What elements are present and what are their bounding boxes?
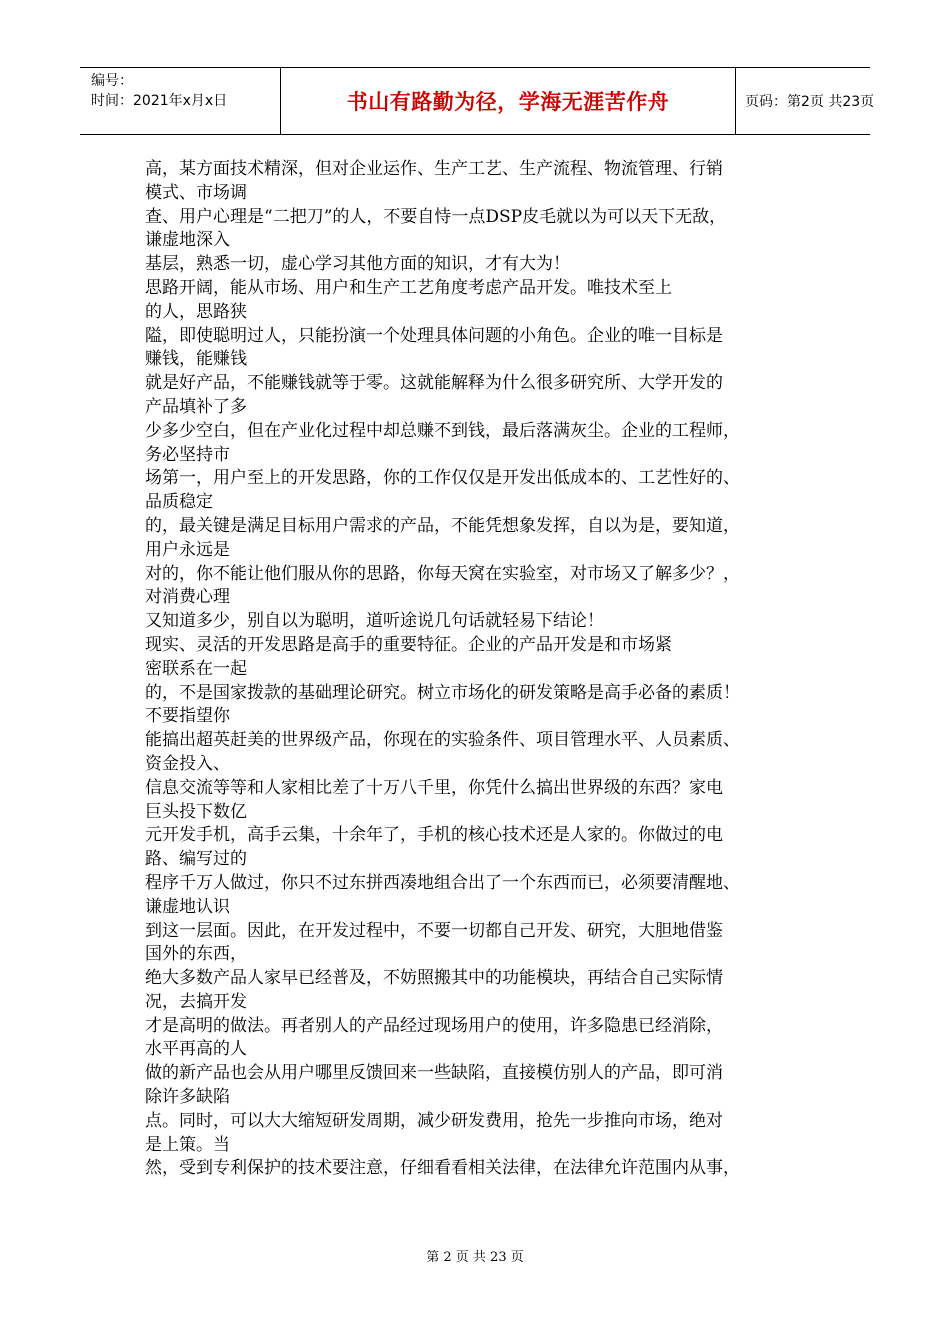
header-motto: 书山有路勤为径，学海无涯苦作舟: [281, 68, 736, 134]
document-time-label: 时间：2021年x月x日: [91, 93, 228, 109]
document-body: [145, 158, 835, 1181]
body-text-line: 场第一，用户至上的开发思路，你的工作仅仅是开发出低成本的、工艺性好的、: [145, 468, 740, 489]
body-text-line: 路、编写过的: [145, 849, 247, 870]
body-text-line: 资金投入、: [145, 753, 230, 774]
body-text-line: 然，受到专利保护的技术要注意，仔细看看相关法律，在法律允许范围内从事，: [145, 1158, 740, 1179]
body-text-line: 绝大多数产品人家早已经普及，不妨照搬其中的功能模块，再结合自己实际情: [145, 968, 723, 989]
document-number-label: 编号：: [91, 73, 133, 89]
page-footer: 第 2 页 共 23 页: [426, 1250, 524, 1265]
body-text-line: 用户永远是: [145, 539, 230, 560]
body-text-line: 赚钱，能赚钱: [145, 349, 247, 370]
body-text-line: 国外的东西，: [145, 944, 247, 965]
body-text-line: 务必坚持市: [145, 444, 230, 465]
body-text-line: 就是好产品，不能赚钱就等于零。这就能解释为什么很多研究所、大学开发的: [145, 373, 723, 394]
body-text-line: 查、用户心理是“二把刀”的人，不要自恃一点DSP皮毛就以为可以天下无敌，: [145, 206, 727, 227]
body-text-line: 信息交流等等和人家相比差了十万八千里，你凭什么搞出世界级的东西？家电: [145, 777, 723, 798]
body-text-line: 基层，熟悉一切，虚心学习其他方面的知识，才有大为！: [145, 254, 570, 275]
body-text-line: 隘，即使聪明过人，只能扮演一个处理具体问题的小角色。企业的唯一目标是: [145, 325, 723, 346]
body-text-line: 密联系在一起: [145, 658, 247, 679]
body-text-line: 模式、市场调: [145, 182, 247, 203]
body-text-line: 元开发手机，高手云集，十余年了，手机的核心技术还是人家的。你做过的电: [145, 825, 723, 846]
body-text-line: 的，不是国家拨款的基础理论研究。树立市场化的研发策略是高手必备的素质！: [145, 682, 740, 703]
body-text-line: 品质稳定: [145, 492, 213, 513]
header-meta: [80, 68, 281, 134]
body-text-line: 是上策。当: [145, 1134, 230, 1155]
body-text-line: 谦虚地认识: [145, 896, 230, 917]
body-text-line: 程序千万人做过，你只不过东拼西凑地组合出了一个东西而已，必须要清醒地、: [145, 872, 740, 893]
body-text-line: 做的新产品也会从用户哪里反馈回来一些缺陷，直接模仿别人的产品，即可消: [145, 1063, 723, 1084]
body-text-line: 产品填补了多: [145, 396, 247, 417]
body-text-line: 的人，思路狭: [145, 301, 247, 322]
body-text-line: 对的，你不能让他们服从你的思路，你每天窝在实验室，对市场又了解多少？，: [145, 563, 740, 584]
body-text-line: 高，某方面技术精深，但对企业运作、生产工艺、生产流程、物流管理、行销: [145, 159, 723, 179]
body-text-line: 点。同时，可以大大缩短研发周期，减少研发费用，抢先一步推向市场，绝对: [145, 1110, 723, 1131]
body-text-line: 能搞出超英赶美的世界级产品，你现在的实验条件、项目管理水平、人员素质、: [145, 730, 740, 751]
body-text-line: 谦虚地深入: [145, 230, 230, 251]
body-text-line: 除许多缺陷: [145, 1087, 230, 1108]
header-page-info: 页码：第2页 共23页: [745, 94, 875, 110]
body-text-line: 现实、灵活的开发思路是高手的重要特征。企业的产品开发是和市场紧: [145, 634, 672, 655]
body-text-line: 的，最关键是满足目标用户需求的产品，不能凭想象发挥，自以为是，要知道，: [145, 515, 740, 536]
body-text-line: 不要指望你: [145, 706, 230, 727]
body-text-line: 对消费心理: [145, 587, 230, 608]
body-text-line: 才是高明的做法。再者别人的产品经过现场用户的使用，许多隐患已经消除，: [145, 1015, 723, 1036]
body-text-line: 思路开阔，能从市场、用户和生产工艺角度考虑产品开发。唯技术至上: [145, 277, 672, 298]
body-text-line: 到这一层面。因此，在开发过程中，不要一切都自己开发、研究，大胆地借鉴: [145, 920, 723, 941]
body-text-line: 少多少空白，但在产业化过程中却总赚不到钱，最后落满灰尘。企业的工程师，: [145, 420, 740, 441]
page-header: [80, 67, 875, 135]
body-text-line: 又知道多少，别自以为聪明，道听途说几句话就轻易下结论！: [145, 611, 604, 632]
body-text-line: 况，去搞开发: [145, 991, 247, 1012]
body-text-line: 水平再高的人: [145, 1039, 247, 1060]
body-text-line: 巨头投下数亿: [145, 801, 247, 822]
